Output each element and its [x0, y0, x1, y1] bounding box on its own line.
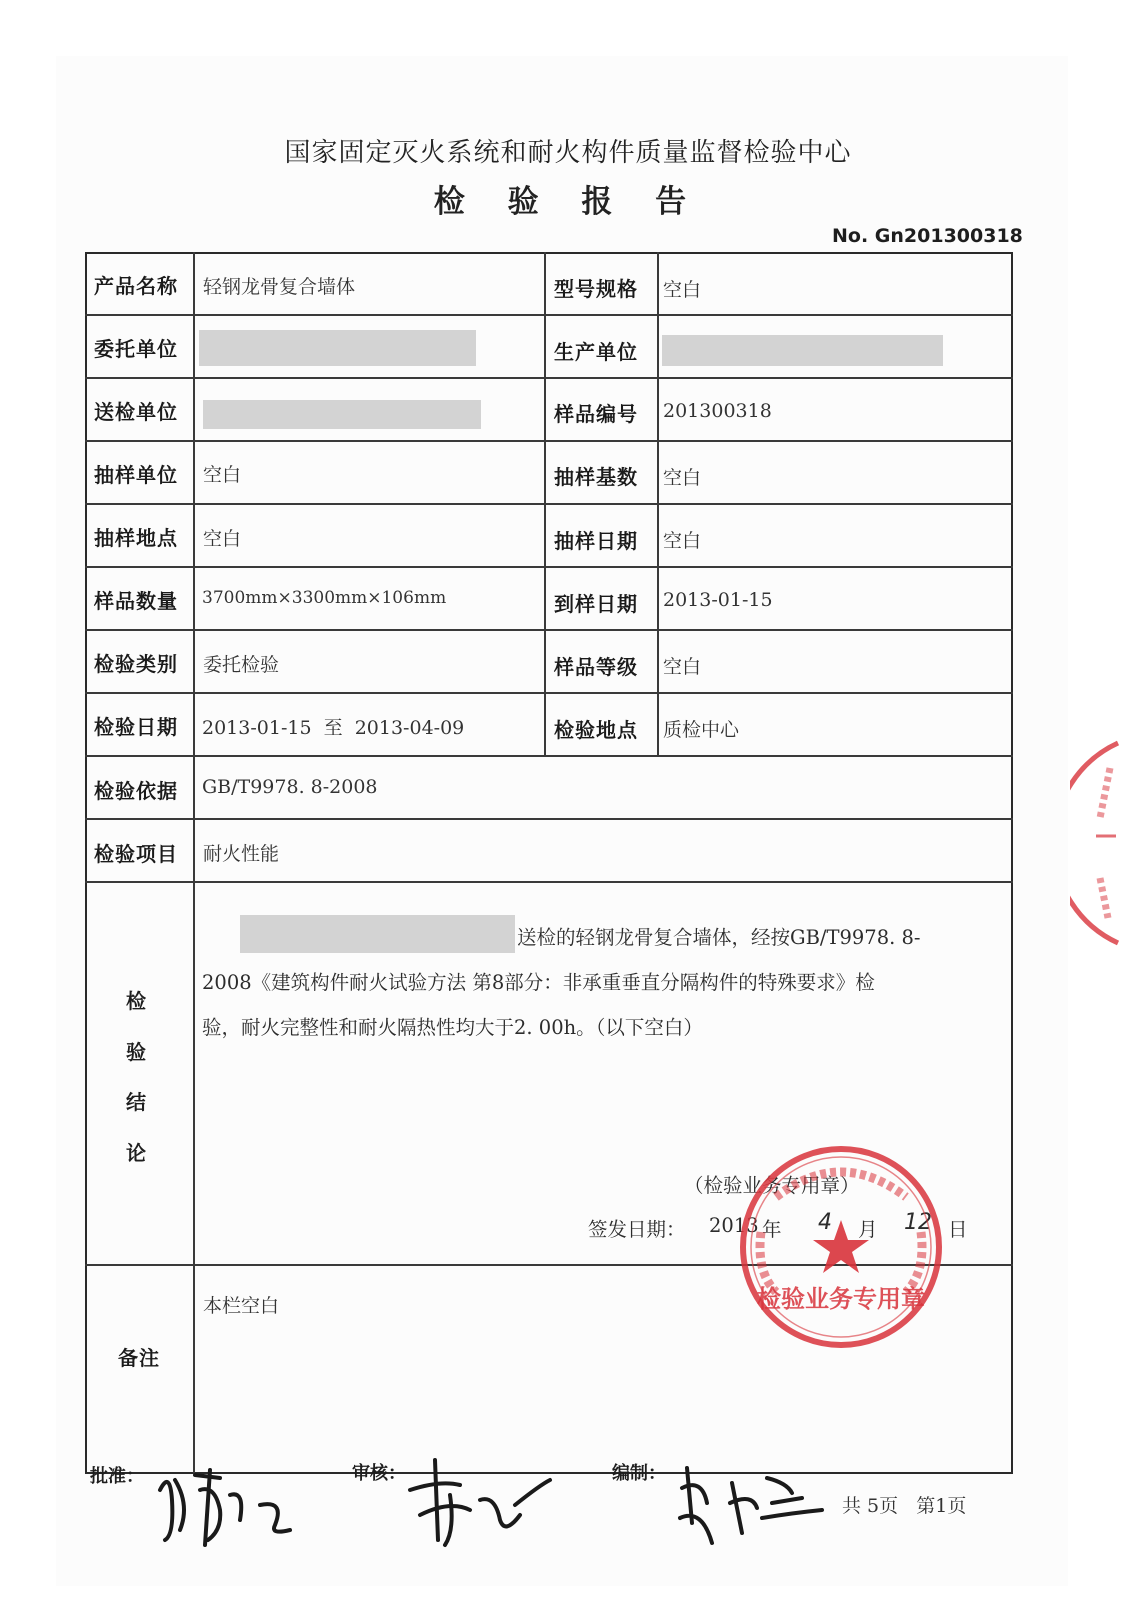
- row-divider: [85, 503, 1013, 505]
- label-sampling-date: 抽样日期: [554, 529, 638, 553]
- seal-text: 检验业务专用章: [757, 1285, 925, 1313]
- page-counter: 共 5页 第1页: [842, 1495, 967, 1517]
- row-divider: [85, 818, 1013, 820]
- approve-label: 批准：: [90, 1466, 144, 1487]
- value-product-name: 轻钢龙骨复合墙体: [203, 276, 356, 298]
- row-divider: [85, 755, 1013, 757]
- value-test-basis: GB/T9978. 8-2008: [202, 776, 378, 798]
- value-sample-grade: 空白: [663, 656, 702, 678]
- reviewer-signature: [400, 1445, 560, 1555]
- issue-date-label: 签发日期：: [588, 1218, 686, 1241]
- value-sampling-date: 空白: [663, 530, 702, 552]
- day-char: 日: [948, 1218, 968, 1241]
- label-arrival-date: 到样日期: [554, 592, 638, 616]
- redacted-submitting-unit: [203, 400, 481, 429]
- value-test-place: 质检中心: [663, 719, 740, 741]
- year-char: 年: [762, 1218, 782, 1241]
- issue-year: 2013: [709, 1214, 759, 1237]
- label-sampling-unit: 抽样单位: [94, 463, 178, 487]
- report-number: No. Gn201300318: [832, 225, 1023, 247]
- conclusion-label-char: 验: [126, 1040, 146, 1064]
- col-divider: [544, 252, 546, 755]
- partial-seal-stamp: [1070, 738, 1120, 948]
- redacted-manufacturer: [662, 335, 943, 366]
- row-divider: [85, 629, 1013, 631]
- row-divider: [85, 314, 1013, 316]
- redacted-submitter: [240, 915, 515, 953]
- label-test-type: 检验类别: [94, 652, 178, 676]
- label-sample-qty: 样品数量: [94, 589, 178, 613]
- value-test-date: 2013-01-15 至 2013-04-09: [202, 717, 465, 739]
- compile-label: 编制：: [612, 1463, 666, 1484]
- org-title: 国家固定灭火系统和耐火构件质量监督检验中心: [284, 138, 852, 168]
- conclusion-line-2: 2008《建筑构件耐火试验方法 第8部分：非承重垂直分隔构件的特殊要求》检: [202, 971, 875, 994]
- conclusion-label-char: 检: [126, 989, 146, 1013]
- issue-month: 4: [818, 1210, 832, 1235]
- remarks-value: 本栏空白: [203, 1295, 280, 1317]
- row-divider: [85, 377, 1013, 379]
- review-label: 审核：: [352, 1463, 406, 1484]
- label-model-spec: 型号规格: [554, 277, 638, 301]
- label-sampling-place: 抽样地点: [94, 526, 178, 550]
- value-arrival-date: 2013-01-15: [663, 589, 773, 611]
- value-model-spec: 空白: [663, 279, 702, 301]
- col-divider: [193, 252, 195, 1474]
- label-test-date: 检验日期: [94, 715, 178, 739]
- official-seal-stamp: [736, 1142, 946, 1352]
- seal-note: （检验业务专用章）: [684, 1174, 860, 1197]
- month-char: 月: [858, 1218, 878, 1241]
- value-test-type: 委托检验: [203, 654, 280, 676]
- row-divider: [85, 566, 1013, 568]
- compiler-signature: [672, 1448, 832, 1558]
- label-test-basis: 检验依据: [94, 779, 178, 803]
- value-sampling-base: 空白: [663, 467, 702, 489]
- conclusion-line-3: 验，耐火完整性和耐火隔热性均大于2. 00h。（以下空白）: [202, 1016, 703, 1039]
- label-submitting-unit: 送检单位: [94, 400, 178, 424]
- row-divider: [85, 692, 1013, 694]
- report-title: 检 验 报 告: [433, 184, 703, 220]
- label-sampling-base: 抽样基数: [554, 465, 638, 489]
- value-sampling-unit: 空白: [203, 464, 242, 486]
- row-divider: [85, 440, 1013, 442]
- label-product-name: 产品名称: [94, 274, 178, 298]
- conclusion-line-1: 送检的轻钢龙骨复合墙体，经按GB/T9978. 8-: [517, 926, 921, 949]
- label-test-item: 检验项目: [94, 842, 178, 866]
- label-sample-grade: 样品等级: [554, 655, 638, 679]
- label-test-place: 检验地点: [554, 718, 638, 742]
- value-sample-no: 201300318: [663, 400, 772, 422]
- label-client-unit: 委托单位: [94, 337, 178, 361]
- approver-signature: [150, 1450, 330, 1550]
- label-sample-no: 样品编号: [554, 402, 638, 426]
- col-divider: [657, 252, 659, 755]
- value-sample-qty: 3700mm×3300mm×106mm: [202, 588, 447, 608]
- row-divider: [85, 881, 1013, 883]
- remarks-label: 备注: [118, 1346, 160, 1370]
- value-sampling-place: 空白: [203, 528, 242, 550]
- value-test-item: 耐火性能: [203, 843, 280, 865]
- issue-day: 12: [904, 1210, 932, 1235]
- label-manufacturer: 生产单位: [554, 340, 638, 364]
- conclusion-label-char: 结: [126, 1090, 146, 1114]
- redacted-client-unit: [199, 330, 476, 366]
- conclusion-label-char: 论: [126, 1141, 146, 1165]
